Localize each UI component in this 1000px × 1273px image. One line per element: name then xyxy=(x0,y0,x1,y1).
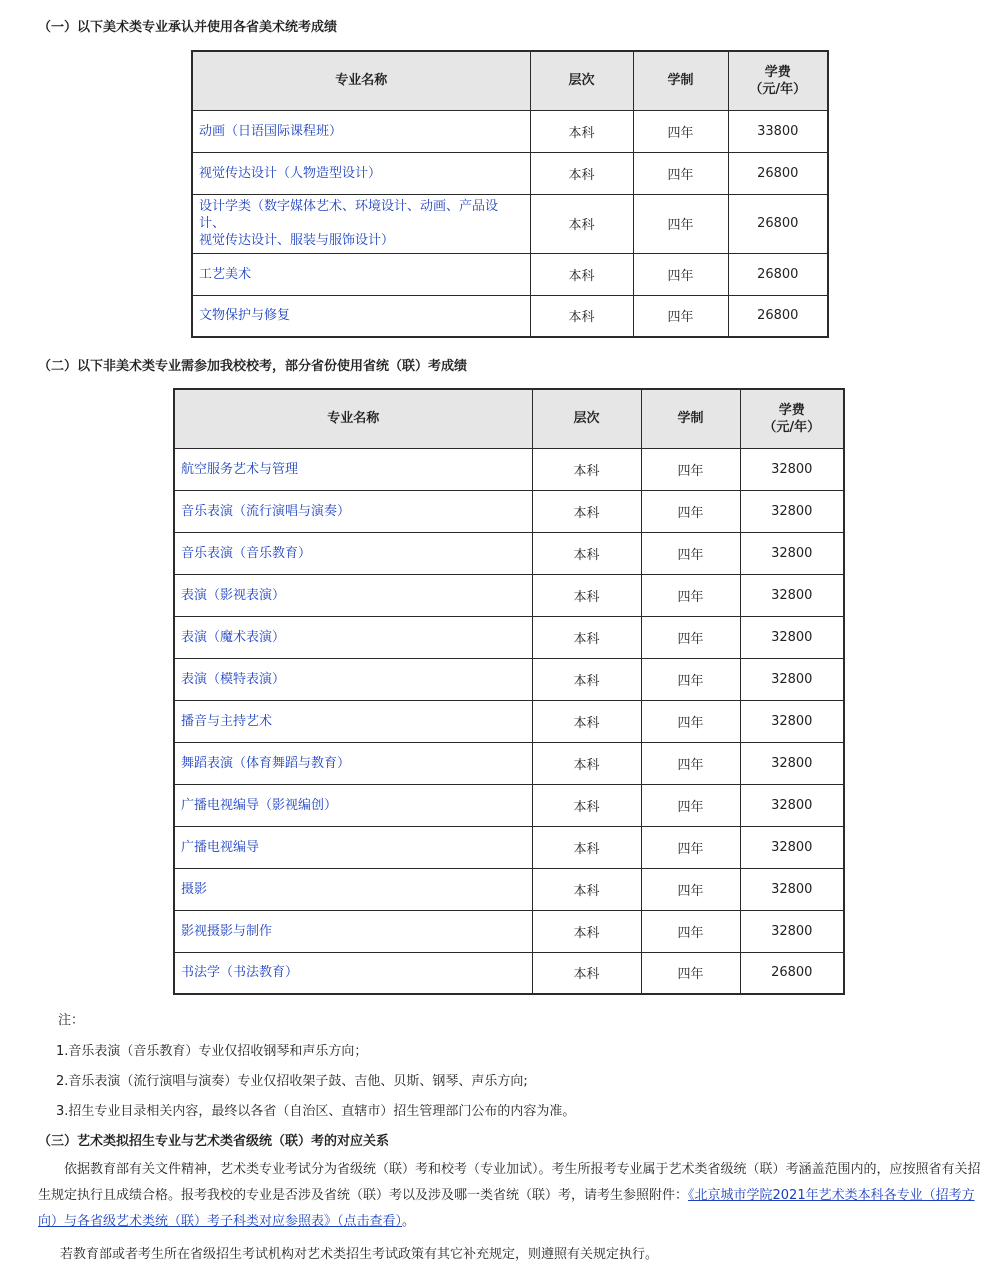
major-name-link[interactable]: 表演（影视表演） xyxy=(174,574,532,616)
note-item: 3.招生专业目录相关内容，最终以各省（自治区、直辖市）招生管理部门公布的内容为准。 xyxy=(56,1104,576,1119)
major-name-link[interactable]: 播音与主持艺术 xyxy=(174,700,532,742)
fee-cell: 32800 xyxy=(740,784,844,826)
duration-cell: 四年 xyxy=(641,700,740,742)
table-row xyxy=(192,253,828,295)
table-row xyxy=(174,910,844,952)
duration-cell: 四年 xyxy=(641,532,740,574)
duration-cell: 四年 xyxy=(641,658,740,700)
major-name-link[interactable]: 音乐表演（音乐教育） xyxy=(174,532,532,574)
duration-cell: 四年 xyxy=(641,742,740,784)
major-name-link[interactable]: 摄影 xyxy=(174,868,532,910)
notes-label: 注： xyxy=(58,1013,85,1028)
table-header-row xyxy=(192,51,828,110)
reference-table-link[interactable]: 《北京城市学院2021年艺术类本科各专业（招考方向）与各省级艺术类统（联）考子科类对应参照表》（点击查看） xyxy=(38,1188,975,1229)
header-duration: 学制 xyxy=(641,389,740,448)
level-cell: 本科 xyxy=(530,295,633,337)
major-name-link[interactable]: 广播电视编导 xyxy=(174,826,532,868)
fee-cell: 32800 xyxy=(740,658,844,700)
section3-title: （三）艺术类拟招生专业与艺术类省级统（联）考的对应关系 xyxy=(38,1134,390,1149)
duration-cell: 四年 xyxy=(641,616,740,658)
level-cell: 本科 xyxy=(532,616,641,658)
table-row xyxy=(174,574,844,616)
table-row xyxy=(192,110,828,152)
level-cell: 本科 xyxy=(532,448,641,490)
duration-cell: 四年 xyxy=(641,448,740,490)
policy-paragraph xyxy=(38,1157,982,1235)
header-fee: 学费 （元/年） xyxy=(728,51,828,110)
table-row xyxy=(174,826,844,868)
major-name-link[interactable]: 音乐表演（流行演唱与演奏） xyxy=(174,490,532,532)
level-cell: 本科 xyxy=(530,253,633,295)
level-cell: 本科 xyxy=(532,742,641,784)
fee-cell: 33800 xyxy=(728,110,828,152)
fee-cell: 26800 xyxy=(728,152,828,194)
supplement-paragraph: 若教育部或者考生所在省级招生考试机构对艺术类招生考试政策有其它补充规定，则遵照有关规定执行。 xyxy=(60,1247,659,1262)
major-name-link[interactable]: 舞蹈表演（体育舞蹈与教育） xyxy=(174,742,532,784)
major-name-link[interactable]: 航空服务艺术与管理 xyxy=(174,448,532,490)
duration-cell: 四年 xyxy=(633,253,728,295)
level-cell: 本科 xyxy=(530,194,633,253)
table-row xyxy=(174,952,844,994)
duration-cell: 四年 xyxy=(641,952,740,994)
fee-cell: 32800 xyxy=(740,616,844,658)
table-row xyxy=(174,700,844,742)
table-row xyxy=(174,868,844,910)
level-cell: 本科 xyxy=(532,952,641,994)
fee-cell: 32800 xyxy=(740,826,844,868)
art-majors-table xyxy=(191,50,829,338)
section1-title: （一）以下美术类专业承认并使用各省美术统考成绩 xyxy=(38,20,338,35)
policy-text: 依据教育部有关文件精神，艺术类专业考试分为省级统（联）考和校考（专业加试）。考生所报考专业属于艺术类省级统（联）考涵盖范围内的，应按照省有关招生规定执行且成绩合格。报考我校的专业是否涉及省统（联）考以及涉及哪一类省统（联）考，请考生参照附件： xyxy=(38,1162,981,1203)
table-row xyxy=(174,616,844,658)
level-cell: 本科 xyxy=(530,110,633,152)
header-level: 层次 xyxy=(532,389,641,448)
duration-cell: 四年 xyxy=(633,152,728,194)
policy-end: 。 xyxy=(402,1214,416,1229)
duration-cell: 四年 xyxy=(633,194,728,253)
fee-cell: 26800 xyxy=(728,194,828,253)
level-cell: 本科 xyxy=(532,910,641,952)
fee-cell: 32800 xyxy=(740,700,844,742)
level-cell: 本科 xyxy=(532,490,641,532)
duration-cell: 四年 xyxy=(641,910,740,952)
duration-cell: 四年 xyxy=(633,110,728,152)
fee-cell: 32800 xyxy=(740,868,844,910)
major-name-link[interactable]: 动画（日语国际课程班） xyxy=(192,110,530,152)
level-cell: 本科 xyxy=(532,868,641,910)
duration-cell: 四年 xyxy=(641,490,740,532)
header-duration: 学制 xyxy=(633,51,728,110)
major-name-link[interactable]: 影视摄影与制作 xyxy=(174,910,532,952)
note-item: 2.音乐表演（流行演唱与演奏）专业仅招收架子鼓、吉他、贝斯、钢琴、声乐方向; xyxy=(56,1074,528,1089)
header-level: 层次 xyxy=(530,51,633,110)
note-item: 1.音乐表演（音乐教育）专业仅招收钢琴和声乐方向； xyxy=(56,1044,368,1059)
table-row xyxy=(192,152,828,194)
major-name-link[interactable]: 视觉传达设计（人物造型设计） xyxy=(192,152,530,194)
major-name-link[interactable]: 表演（模特表演） xyxy=(174,658,532,700)
fee-cell: 32800 xyxy=(740,448,844,490)
table-row xyxy=(174,784,844,826)
fee-cell: 32800 xyxy=(740,532,844,574)
non-art-majors-table xyxy=(173,388,845,995)
table-row xyxy=(174,448,844,490)
level-cell: 本科 xyxy=(532,826,641,868)
table-row xyxy=(174,742,844,784)
fee-cell: 26800 xyxy=(728,295,828,337)
level-cell: 本科 xyxy=(532,532,641,574)
table-row xyxy=(174,658,844,700)
duration-cell: 四年 xyxy=(641,784,740,826)
level-cell: 本科 xyxy=(532,658,641,700)
table-header-row xyxy=(174,389,844,448)
major-name-link[interactable]: 表演（魔术表演） xyxy=(174,616,532,658)
table-row xyxy=(174,532,844,574)
major-name-link[interactable]: 设计学类（数字媒体艺术、环境设计、动画、产品设计、 视觉传达设计、服装与服饰设计） xyxy=(192,194,530,253)
table-row xyxy=(192,194,828,253)
fee-cell: 32800 xyxy=(740,574,844,616)
table-row xyxy=(192,295,828,337)
fee-cell: 26800 xyxy=(728,253,828,295)
fee-cell: 32800 xyxy=(740,910,844,952)
major-name-link[interactable]: 书法学（书法教育） xyxy=(174,952,532,994)
duration-cell: 四年 xyxy=(641,826,740,868)
level-cell: 本科 xyxy=(530,152,633,194)
major-name-link[interactable]: 文物保护与修复 xyxy=(192,295,530,337)
level-cell: 本科 xyxy=(532,700,641,742)
major-name-link[interactable]: 工艺美术 xyxy=(192,253,530,295)
duration-cell: 四年 xyxy=(641,574,740,616)
fee-cell: 32800 xyxy=(740,742,844,784)
header-major-name: 专业名称 xyxy=(174,389,532,448)
duration-cell: 四年 xyxy=(633,295,728,337)
table-row xyxy=(174,490,844,532)
major-name-link[interactable]: 广播电视编导（影视编创） xyxy=(174,784,532,826)
header-major-name: 专业名称 xyxy=(192,51,530,110)
level-cell: 本科 xyxy=(532,784,641,826)
duration-cell: 四年 xyxy=(641,868,740,910)
fee-cell: 32800 xyxy=(740,490,844,532)
section2-title: （二）以下非美术类专业需参加我校校考，部分省份使用省统（联）考成绩 xyxy=(38,359,468,374)
level-cell: 本科 xyxy=(532,574,641,616)
fee-cell: 26800 xyxy=(740,952,844,994)
header-fee: 学费 （元/年） xyxy=(740,389,844,448)
